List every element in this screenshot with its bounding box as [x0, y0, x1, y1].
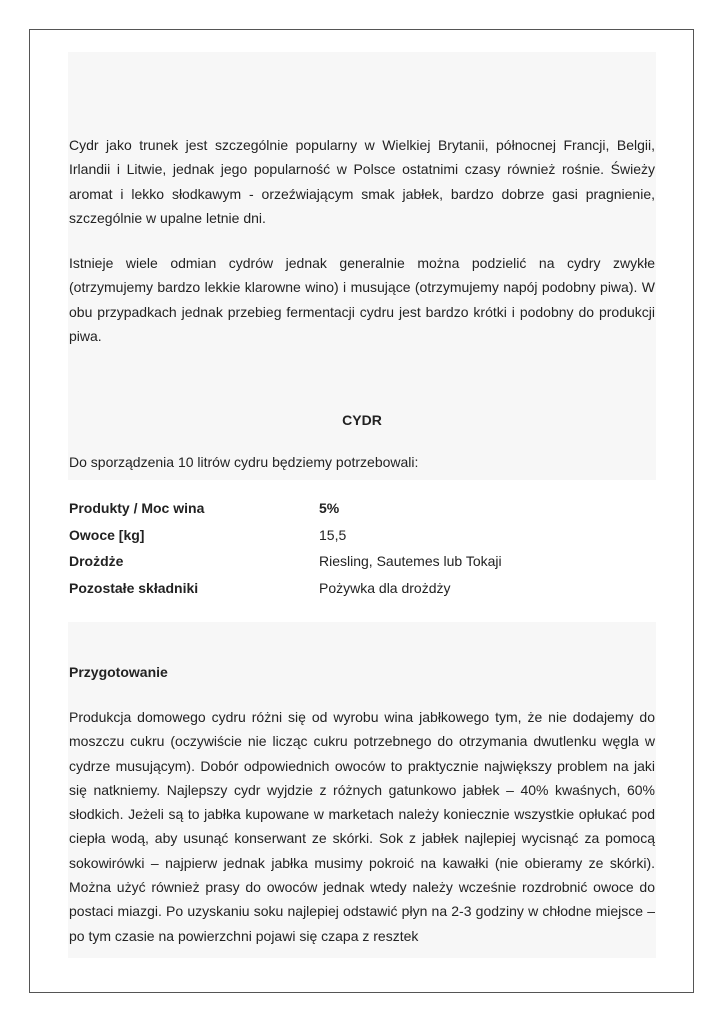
row-label: Produkty / Moc wina — [69, 500, 205, 517]
row-label: Pozostałe składniki — [69, 579, 199, 596]
table-row — [69, 522, 502, 549]
recipe-table — [69, 495, 502, 601]
row-value: Riesling, Sautemes lub Tokaji — [319, 553, 502, 570]
row-value: 5% — [319, 500, 340, 517]
row-value: 15,5 — [319, 526, 347, 543]
table-row — [69, 548, 502, 575]
recipe-intro: Do sporządzenia 10 litrów cydru będziemy potrzebowali: — [69, 454, 419, 470]
recipe-title: CYDR — [342, 412, 382, 428]
intro-paragraph-1: Cydr jako trunek jest szczególnie popularny w Wielkiej Brytanii, północnej Francji, Belgii, Irlandii i Litwie, jednak jego popularność w Polsce ostatnimi czasy również rośnie. Świeży aromat i lekko słodkawym - orzeźwiającym smak jabłek, bardzo dobrze gasi pragnienie, szczególnie w upalne letnie dni. — [69, 137, 655, 226]
table-row — [69, 495, 502, 522]
row-value: Pożywka dla drożdży — [319, 579, 451, 596]
preparation-heading: Przygotowanie — [69, 664, 168, 680]
row-label: Drożdże — [69, 553, 124, 570]
table-row — [69, 575, 502, 602]
row-label: Owoce [kg] — [69, 526, 145, 543]
intro-paragraph-2: Istnieje wiele odmian cydrów jednak generalnie można podzielić na cydry zwykłe (otrzymujemy bardzo lekkie klarowne wino) i musujące (otrzymujemy napój podobny piwa). W obu przypadkach jednak przebieg fermentacji cydru jest bardzo krótki i podobny do produkcji piwa. — [69, 255, 655, 344]
preparation-paragraph: Produkcja domowego cydru różni się od wyrobu wina jabłkowego tym, że nie dodajemy do moszczu cukru (oczywiście nie licząc cukru potrzebnego do otrzymania dwutlenku węgla w cydrze musującym). Dobór odpowiednich owoców to praktycznie największy problem na jaki się natkniemy. Najlepszy cydr wyjdzie z różnych gatunkowo jabłek – 40% kwaśnych, 60% słodkich. Jeżeli są to jabłka kupowane w marketach należy koniecznie wszystkie opłukać pod ciepła wodą, aby usunąć konserwant ze skórki. Sok z jabłek najlepiej wycisnąć za pomocą sokowirówki – najpierw jednak jabłka musimy pokroić na kawałki (nie obieramy ze skórki). Można użyć również prasy do owoców jednak wtedy należy wcześnie rozdrobnić owoce do postaci miazgi. Po uzyskaniu soku najlepiej odstawić płyn na 2-3 godziny w chłodne miejsce – po tym czasie na powierzchni pojawi się czapa z resztek — [69, 709, 655, 944]
